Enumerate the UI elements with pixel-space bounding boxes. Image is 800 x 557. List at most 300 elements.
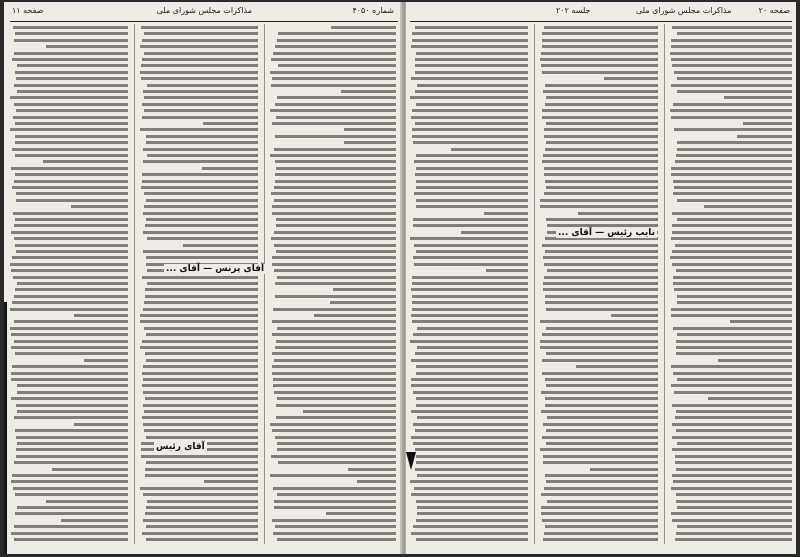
text-line	[278, 64, 396, 67]
text-line	[411, 116, 528, 119]
text-line	[15, 154, 128, 157]
text-line	[12, 301, 128, 304]
text-line	[277, 442, 396, 445]
text-line	[415, 352, 528, 355]
text-line	[542, 519, 658, 522]
text-line	[146, 199, 258, 202]
text-line	[676, 500, 792, 503]
text-line	[183, 244, 258, 247]
text-line	[546, 352, 658, 355]
text-line	[275, 346, 396, 349]
text-line	[546, 141, 658, 144]
text-line	[677, 301, 792, 304]
text-line	[671, 512, 792, 515]
text-line	[15, 218, 128, 221]
text-line	[16, 199, 128, 202]
text-line	[546, 122, 658, 125]
text-line	[10, 263, 128, 266]
text-line	[543, 538, 658, 541]
text-line	[675, 461, 792, 464]
text-line	[12, 186, 128, 189]
text-line	[547, 269, 658, 272]
text-line	[13, 212, 129, 215]
page-edge-shadow	[4, 302, 7, 554]
text-line	[676, 410, 792, 413]
text-line	[672, 448, 792, 451]
text-line	[270, 154, 396, 157]
text-line	[140, 346, 258, 349]
text-line	[414, 487, 528, 490]
text-line	[411, 45, 528, 48]
text-line	[547, 500, 658, 503]
text-line	[674, 128, 792, 131]
text-line	[544, 532, 658, 535]
text-line	[270, 423, 396, 426]
text-line	[143, 250, 258, 253]
text-line	[412, 295, 528, 298]
text-line	[542, 436, 658, 439]
text-line	[546, 384, 659, 387]
text-line	[677, 295, 792, 298]
text-line	[142, 340, 258, 343]
text-line	[677, 525, 792, 528]
text-line	[140, 128, 258, 131]
text-line	[271, 84, 396, 87]
text-line	[673, 180, 792, 183]
text-line	[411, 410, 528, 413]
text-line	[541, 493, 658, 496]
text-line	[486, 269, 528, 272]
text-line	[11, 167, 128, 170]
text-line	[14, 237, 128, 240]
text-line	[276, 218, 396, 221]
text-line	[16, 77, 128, 80]
text-line	[677, 77, 792, 80]
text-line	[544, 128, 658, 131]
right-page	[406, 2, 796, 554]
text-line	[142, 116, 258, 119]
text-line	[414, 244, 528, 247]
text-line	[12, 58, 128, 61]
text-line	[677, 199, 792, 202]
text-line	[10, 96, 128, 99]
text-line	[142, 103, 258, 106]
text-line	[144, 301, 258, 304]
text-line	[278, 461, 396, 464]
text-line	[413, 256, 528, 259]
text-line	[542, 116, 658, 119]
text-line	[415, 429, 528, 432]
text-line	[412, 320, 528, 323]
text-line	[417, 416, 528, 419]
text-line	[144, 96, 258, 99]
right-page-title: مذاکرات مجلس شورای ملی	[636, 6, 732, 15]
text-line	[275, 436, 396, 439]
text-line	[743, 122, 792, 125]
text-line	[411, 493, 528, 496]
text-line	[15, 288, 128, 291]
text-line	[545, 378, 658, 381]
right-page-running: جلسه ۲۰۲	[556, 6, 591, 15]
text-line	[13, 26, 128, 29]
text-line	[544, 192, 658, 195]
text-line	[277, 397, 396, 400]
text-line	[142, 173, 258, 176]
text-line	[144, 410, 258, 413]
text-line	[147, 282, 258, 285]
right-column-rule	[534, 24, 535, 544]
text-line	[413, 391, 528, 394]
text-line	[547, 224, 658, 227]
text-line	[147, 237, 258, 240]
text-line	[143, 493, 258, 496]
left-column-rule	[134, 24, 135, 544]
text-line	[15, 429, 128, 432]
text-line	[676, 429, 792, 432]
text-line	[546, 218, 658, 221]
text-line	[17, 64, 128, 67]
text-line	[61, 519, 128, 522]
text-line	[543, 455, 658, 458]
text-line	[677, 148, 792, 151]
text-line	[545, 295, 658, 298]
text-line	[14, 39, 129, 42]
text-line	[540, 199, 658, 202]
text-line	[142, 416, 258, 419]
text-line	[676, 269, 792, 272]
text-line	[11, 333, 128, 336]
text-line	[314, 314, 396, 317]
text-line	[730, 320, 792, 323]
text-line	[142, 39, 258, 42]
text-line	[417, 512, 528, 515]
text-line	[276, 340, 396, 343]
text-line	[74, 423, 128, 426]
text-line	[416, 365, 528, 368]
text-line	[277, 276, 396, 279]
text-line	[277, 327, 396, 330]
text-line	[143, 160, 258, 163]
text-line	[326, 512, 396, 515]
text-line	[541, 410, 658, 413]
text-line	[413, 218, 528, 221]
text-line	[274, 359, 396, 362]
text-line	[544, 26, 658, 29]
text-line	[272, 320, 396, 323]
text-line	[671, 173, 792, 176]
text-line	[275, 135, 396, 138]
text-line	[411, 359, 528, 362]
text-line	[675, 160, 792, 163]
text-line	[674, 288, 792, 291]
text-line	[672, 519, 792, 522]
text-line	[146, 333, 258, 336]
text-line	[15, 493, 128, 496]
text-line	[271, 237, 396, 240]
text-line	[14, 538, 128, 541]
text-line	[276, 404, 396, 407]
text-line	[16, 250, 128, 253]
text-line	[204, 480, 258, 483]
text-line	[416, 52, 528, 55]
text-line	[671, 45, 792, 48]
text-line	[143, 148, 258, 151]
text-line	[140, 71, 258, 74]
text-line	[540, 320, 658, 323]
text-line	[143, 90, 258, 93]
text-line	[15, 122, 128, 125]
text-line	[275, 295, 396, 298]
text-line	[274, 186, 396, 189]
right-column-rule	[664, 24, 665, 544]
text-line	[13, 487, 128, 490]
text-line	[675, 538, 792, 541]
text-line	[671, 84, 792, 87]
text-line	[672, 250, 792, 253]
text-line	[15, 173, 128, 176]
text-line	[542, 333, 658, 336]
text-line	[671, 314, 792, 317]
text-line	[143, 308, 258, 311]
right-column-3	[670, 24, 792, 544]
text-line	[413, 141, 528, 144]
text-line	[737, 135, 792, 138]
left-page-header	[4, 6, 402, 20]
text-line	[17, 90, 128, 93]
text-line	[412, 282, 529, 285]
right-column-1	[410, 24, 528, 544]
right-page-header	[406, 6, 796, 20]
text-line	[15, 352, 128, 355]
text-line	[545, 250, 658, 253]
text-line	[147, 154, 258, 157]
text-line	[677, 218, 792, 221]
text-line	[544, 263, 658, 266]
text-line	[145, 288, 258, 291]
text-line	[15, 244, 128, 247]
text-line	[272, 365, 396, 368]
text-line	[11, 372, 128, 375]
page-tear-mark	[406, 452, 416, 470]
text-line	[674, 391, 792, 394]
text-line	[415, 468, 528, 471]
text-line	[542, 39, 658, 42]
text-line	[272, 263, 396, 266]
text-line	[545, 180, 658, 183]
text-line	[74, 314, 129, 317]
text-line	[274, 244, 396, 247]
text-line	[547, 416, 658, 419]
text-line	[143, 365, 258, 368]
text-line	[142, 58, 258, 61]
text-line	[671, 237, 792, 240]
text-line	[416, 372, 528, 375]
text-line	[272, 352, 396, 355]
left-page-number: صفحه ۱۱	[12, 6, 44, 15]
text-line	[416, 180, 528, 183]
text-line	[16, 455, 128, 458]
text-line	[540, 448, 658, 451]
text-line	[415, 90, 528, 93]
text-line	[15, 32, 128, 35]
text-line	[540, 346, 658, 349]
text-line	[142, 180, 258, 183]
text-line	[545, 148, 658, 151]
text-line	[11, 346, 128, 349]
text-line	[673, 103, 792, 106]
text-line	[415, 26, 528, 29]
text-line	[202, 167, 258, 170]
text-line	[413, 423, 528, 426]
text-line	[142, 384, 258, 387]
text-line	[145, 352, 258, 355]
text-line	[545, 404, 658, 407]
text-line	[10, 128, 128, 131]
text-line	[545, 84, 658, 87]
text-line	[273, 487, 396, 490]
text-line	[451, 148, 528, 151]
text-line	[676, 352, 792, 355]
text-line	[276, 250, 396, 253]
text-line	[542, 45, 658, 48]
text-line	[146, 525, 258, 528]
text-line	[543, 282, 658, 285]
text-line	[545, 397, 658, 400]
text-line	[14, 320, 128, 323]
text-line	[416, 455, 528, 458]
text-line	[671, 116, 792, 119]
text-line	[416, 167, 528, 170]
text-line	[410, 340, 528, 343]
text-line	[676, 346, 792, 349]
text-line	[273, 52, 397, 55]
text-line	[672, 212, 792, 215]
text-line	[677, 141, 792, 144]
text-line	[274, 231, 396, 234]
text-line	[146, 218, 258, 221]
text-line	[276, 416, 396, 419]
text-line	[672, 231, 792, 234]
text-line	[141, 186, 258, 189]
text-line	[273, 308, 396, 311]
text-line	[671, 58, 792, 61]
text-line	[590, 468, 658, 471]
text-line	[484, 212, 528, 215]
text-line	[357, 480, 396, 483]
text-line	[71, 205, 128, 208]
text-line	[271, 58, 396, 61]
text-line	[416, 500, 528, 503]
text-line	[272, 212, 396, 215]
text-line	[273, 384, 396, 387]
text-line	[540, 205, 658, 208]
text-line	[414, 192, 528, 195]
text-line	[46, 500, 128, 503]
text-line	[141, 77, 258, 80]
text-line	[672, 263, 792, 266]
text-line	[142, 532, 258, 535]
text-line	[417, 84, 528, 87]
text-line	[275, 525, 396, 528]
text-line	[271, 455, 396, 458]
text-line	[15, 135, 128, 138]
text-line	[544, 487, 658, 490]
text-line	[17, 282, 128, 285]
text-line	[145, 474, 258, 477]
text-line	[673, 192, 792, 195]
text-line	[43, 160, 128, 163]
text-line	[677, 333, 792, 336]
text-line	[416, 538, 528, 541]
text-line	[604, 77, 658, 80]
text-line	[412, 32, 528, 35]
text-line	[546, 429, 658, 432]
text-line	[411, 378, 528, 381]
text-line	[411, 288, 528, 291]
text-line	[541, 52, 659, 55]
text-line	[142, 276, 258, 279]
text-line	[348, 468, 396, 471]
text-line	[544, 173, 658, 176]
text-line	[542, 32, 658, 35]
text-line	[410, 480, 528, 483]
text-line	[545, 474, 658, 477]
text-line	[545, 103, 658, 106]
text-line	[144, 192, 258, 195]
left-column-1	[10, 24, 128, 544]
text-line	[275, 160, 396, 163]
right-header-rule	[410, 21, 792, 22]
text-line	[272, 77, 396, 80]
text-line	[724, 96, 792, 99]
text-line	[542, 71, 658, 74]
text-line	[611, 314, 658, 317]
text-line	[12, 474, 128, 477]
text-line	[141, 26, 258, 29]
text-line	[673, 327, 792, 330]
text-line	[272, 256, 396, 259]
text-line	[708, 397, 792, 400]
text-line	[672, 26, 792, 29]
text-line	[416, 250, 528, 253]
text-line	[412, 135, 528, 138]
text-line	[12, 148, 128, 151]
text-line	[675, 455, 792, 458]
text-line	[140, 314, 258, 317]
text-line	[673, 372, 792, 375]
text-line	[276, 224, 396, 227]
text-line	[14, 224, 128, 227]
text-line	[416, 397, 528, 400]
text-line	[545, 525, 658, 528]
text-line	[146, 461, 258, 464]
text-line	[15, 71, 128, 74]
text-line	[671, 384, 792, 387]
text-line	[277, 39, 396, 42]
text-line	[273, 378, 396, 381]
text-line	[415, 64, 528, 67]
text-line	[141, 64, 258, 67]
text-line	[10, 308, 128, 311]
text-line	[412, 39, 528, 42]
text-line	[411, 314, 528, 317]
text-line	[676, 340, 792, 343]
text-line	[410, 237, 528, 240]
text-line	[274, 148, 396, 151]
text-line	[14, 461, 128, 464]
text-line	[416, 103, 528, 106]
text-line	[416, 154, 528, 157]
